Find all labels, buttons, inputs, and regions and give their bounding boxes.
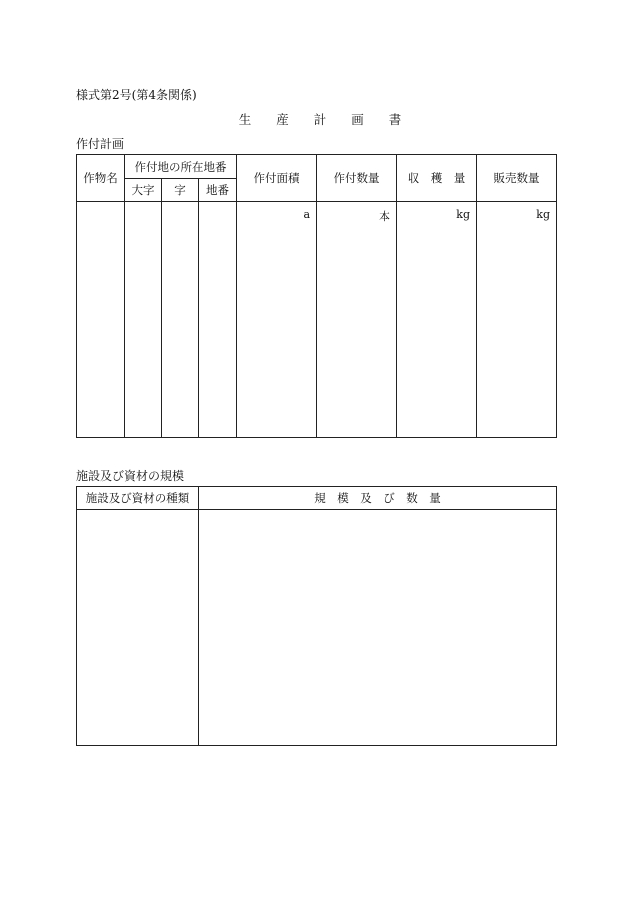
document-title: 生 産 計 画 書 bbox=[238, 112, 402, 127]
table-row bbox=[77, 202, 557, 438]
harvest-cell[interactable] bbox=[397, 202, 477, 438]
harvest-header: 収 穫 量 bbox=[397, 155, 477, 202]
scale-quantity-header: 規 模 及 び 数 量 bbox=[199, 487, 557, 510]
aza-cell[interactable] bbox=[162, 202, 199, 438]
form-number: 様式第2号(第4条関係) bbox=[76, 88, 197, 102]
planting-plan-table bbox=[76, 154, 557, 438]
scale-quantity-cell[interactable] bbox=[199, 510, 557, 746]
oaza-header: 大字 bbox=[125, 179, 162, 202]
chiban-cell[interactable] bbox=[199, 202, 237, 438]
oaza-cell[interactable] bbox=[125, 202, 162, 438]
aza-header: 字 bbox=[162, 179, 199, 202]
location-header: 作付地の所在地番 bbox=[125, 155, 237, 179]
crop-name-header: 作物名 bbox=[77, 155, 125, 202]
area-cell[interactable] bbox=[237, 202, 317, 438]
table-row bbox=[77, 510, 557, 746]
area-unit: a bbox=[303, 208, 310, 221]
facilities-table bbox=[76, 486, 557, 746]
facility-type-cell[interactable] bbox=[77, 510, 199, 746]
sales-unit: kg bbox=[536, 208, 550, 221]
chiban-header: 地番 bbox=[199, 179, 237, 202]
facility-type-header: 施設及び資材の種類 bbox=[77, 487, 199, 510]
crop-name-cell[interactable] bbox=[77, 202, 125, 438]
quantity-header: 作付数量 bbox=[317, 155, 397, 202]
harvest-unit: kg bbox=[456, 208, 470, 221]
planting-plan-section-label: 作付計画 bbox=[76, 137, 125, 151]
quantity-unit: 本 bbox=[379, 210, 390, 223]
area-header: 作付面積 bbox=[237, 155, 317, 202]
sales-cell[interactable] bbox=[477, 202, 557, 438]
quantity-cell[interactable] bbox=[317, 202, 397, 438]
facilities-section-label: 施設及び資材の規模 bbox=[76, 469, 185, 483]
sales-header: 販売数量 bbox=[477, 155, 557, 202]
